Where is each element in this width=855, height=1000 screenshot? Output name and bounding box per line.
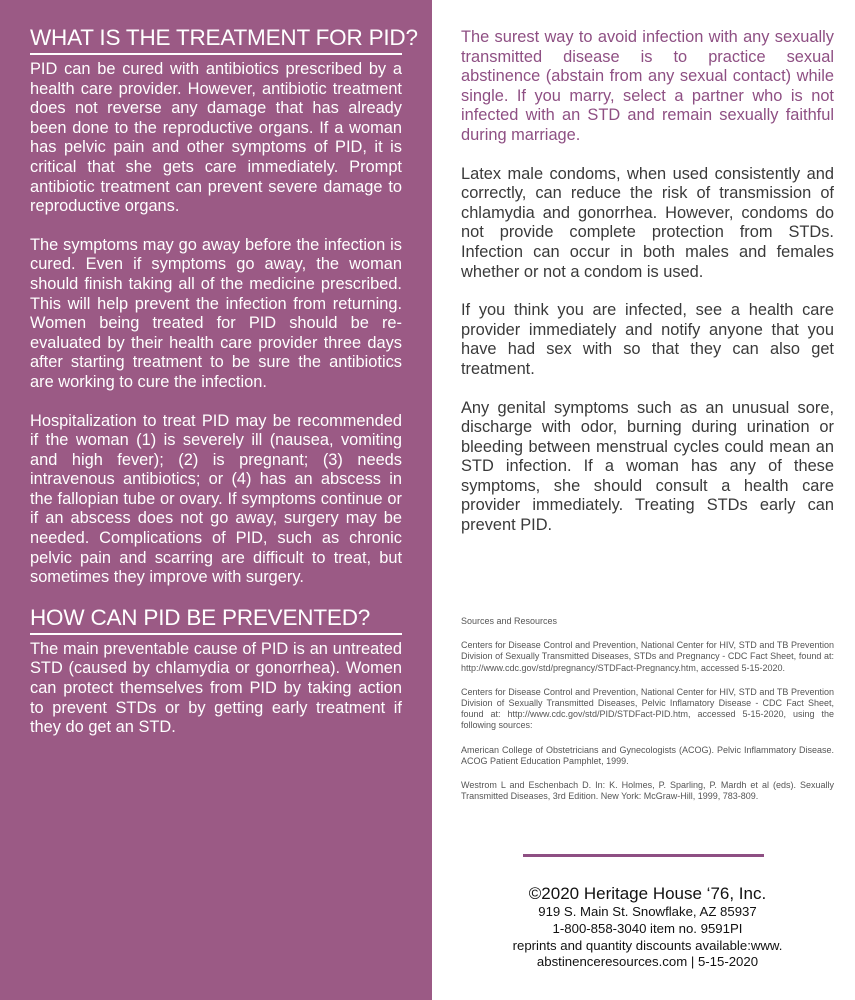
prevention-heading: HOW CAN PID BE PREVENTED? <box>30 605 402 635</box>
abstinence-paragraph: The surest way to avoid infection with any sexually transmitted disease is to practice sexual abstinence (abstain from any sexual contact) while single. If you marry, select a partner who is not infected with an STD and remain sexually faithful during marriage. <box>461 28 834 144</box>
publisher-footer <box>461 884 834 971</box>
prevention-paragraph: The main preventable cause of PID is an untreated STD (caused by chlamydia or gonorrhea). Women can protect themselves from PID by taking action to prevent STDs or by getting early treatment if they do get an STD. <box>30 639 402 737</box>
prevention-panel <box>432 0 855 1000</box>
website-line: abstinenceresources.com | 5-15-2020 <box>536 954 759 970</box>
footer-divider <box>523 854 764 857</box>
treatment-paragraph-3: Hospitalization to treat PID may be recommended if the woman (1) is severely ill (nausea, vomiting and high fever); (2) is pregnant; (3) needs intravenous antibiotics; or (4) has an abscess in the fallopian tube or ovary. If symptoms continue or if an abscess does not go away, surgery may be needed. Complications of PID, such as chronic pelvic pain and scarring are difficult to treat, but sometimes they improve with surgery. <box>30 411 402 587</box>
source-item: American College of Obstetricians and Gynecologists (ACOG). Pelvic Inflammatory Disease. ACOG Patient Education Pamphlet, 1999. <box>461 744 834 766</box>
sources-section <box>461 616 834 802</box>
symptoms-paragraph: Any genital symptoms such as an unusual sore, discharge with odor, burning during urination or bleeding between menstrual cycles could mean an STD infection. If a woman has any of these symptoms, she should consult a health care provider immediately. Treating STDs early can prevent PID. <box>461 398 834 535</box>
sources-title: Sources and Resources <box>461 616 558 626</box>
condoms-paragraph: Latex male condoms, when used consistently and correctly, can reduce the risk of transmission of chlamydia and gonorrhea. However, condoms do not provide complete protection from STDs. Infection can occur in both males and females whether or not a condom is used. <box>461 164 834 281</box>
copyright-line: ©2020 Heritage House ‘76, Inc. <box>528 884 767 903</box>
treatment-heading: WHAT IS THE TREATMENT FOR PID? <box>30 25 402 55</box>
treatment-content <box>30 25 418 738</box>
source-item: Westrom L and Eschenbach D. In: K. Holmes, P. Sparling, P. Mardh et al (eds). Sexually Transmitted Diseases, 3rd Edition. New York: McGraw-Hill, 1999, 783-809. <box>461 780 834 802</box>
address-line: 919 S. Main St. Snowflake, AZ 85937 <box>538 904 757 919</box>
infected-paragraph: If you think you are infected, see a health care provider immediately and notify anyone that you have had sex with so that they can also get treatment. <box>461 301 834 378</box>
treatment-paragraph-1: PID can be cured with antibiotics prescribed by a health care provider. However, antibiotic treatment does not reverse any damage that has already been done to the reproductive organs. If a woman has pelvic pain and other symptoms of PID, it is critical that she gets care immediately. Prompt antibiotic treatment can prevent severe damage to reproductive organs. <box>30 60 402 216</box>
prevention-content <box>461 28 834 536</box>
phone-line: 1-800-858-3040 item no. 9591PI <box>552 920 743 936</box>
source-item: Centers for Disease Control and Prevention, National Center for HIV, STD and TB Prevention Division of Sexually Transmitted Diseases, Pelvic Inflamatory Disease - CDC Fact Sheet, found at: http://www.cdc.gov/std/PID/STDFact-PID.htm, accessed 5-15-2020, using the following sources: <box>461 686 834 731</box>
treatment-paragraph-2: The symptoms may go away before the infection is cured. Even if symptoms go away, the woman should finish taking all of the medicine prescribed. This will help prevent the infection from returning. Women being treated for PID should be re-evaluated by their health care provider three days after starting treatment to be sure the antibiotics are working to cure the infection. <box>30 235 402 391</box>
reprints-line: reprints and quantity discounts available:www. <box>512 937 783 953</box>
source-item: Centers for Disease Control and Prevention, National Center for HIV, STD and TB Prevention Division of Sexually Transmitted Diseases, STDs and Pregnancy - CDC Fact Sheet, found at: http://www.cdc.gov/std/pregnancy/STDFact-Pregnancy.htm, accessed 5-15-2020. <box>461 640 834 673</box>
